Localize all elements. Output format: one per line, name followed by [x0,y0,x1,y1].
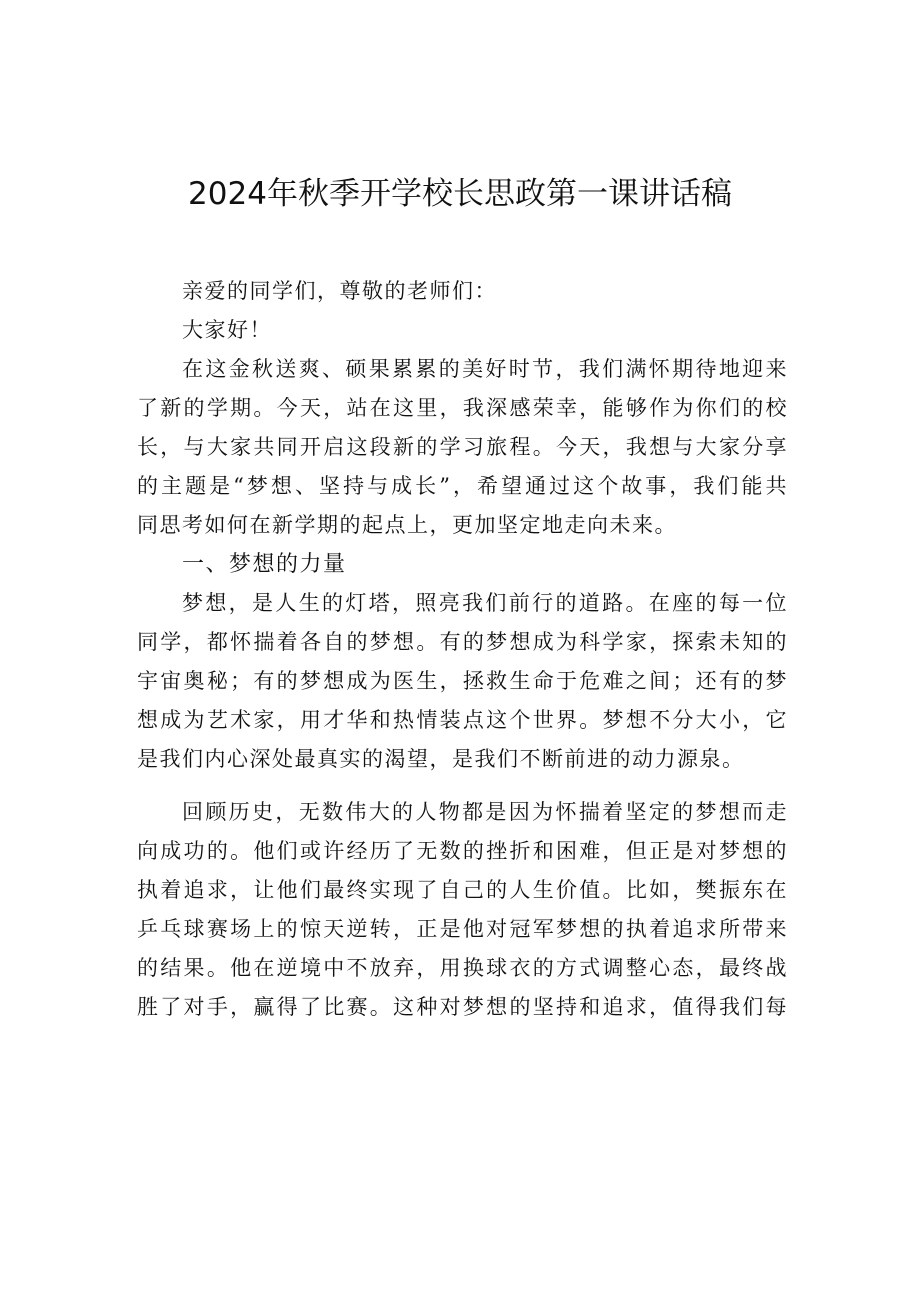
document-title: 2024年秋季开学校长思政第一课讲话稿 [188,176,732,212]
paragraph-line: 的结果。他在逆境中不放弃，用换球衣的方式调整心态，最终战 [137,956,788,980]
paragraph-line: 想成为艺术家，用才华和热情装点这个世界。梦想不分大小，它 [137,708,788,732]
paragraph-line: 是我们内心深处最真实的渴望，是我们不断前进的动力源泉。 [137,747,745,771]
salutation: 亲爱的同学们，尊敬的老师们： [182,279,497,303]
paragraph-line: 向成功的。他们或许经历了无数的挫折和困难，但正是对梦想的 [137,839,788,863]
intro-line: 了新的学期。今天，站在这里，我深感荣幸，能够作为你们的校 [137,396,788,420]
paragraph-line: 执着追求，让他们最终实现了自己的人生价值。比如，樊振东在 [137,878,788,902]
paragraph-line: 宇宙奥秘；有的梦想成为医生，拯救生命于危难之间；还有的梦 [137,669,788,693]
greeting: 大家好！ [182,318,272,342]
paragraph-line: 乒乓球赛场上的惊天逆转，正是他对冠军梦想的执着追求所带来 [137,917,788,941]
paragraph-line: 胜了对手，赢得了比赛。这种对梦想的坚持和追求，值得我们每 [137,995,788,1019]
intro-line: 在这金秋送爽、硕果累累的美好时节，我们满怀期待地迎来 [182,357,788,381]
intro-line: 同思考如何在新学期的起点上，更加坚定地走向未来。 [137,513,677,537]
intro-line: 长，与大家共同开启这段新的学习旅程。今天，我想与大家分享 [137,435,788,459]
paragraph-line: 同学，都怀揣着各自的梦想。有的梦想成为科学家，探索未知的 [137,630,788,654]
section-heading: 一、梦想的力量 [182,552,347,577]
document-body [137,272,788,1027]
intro-line: 的主题是“梦想、坚持与成长”，希望通过这个故事，我们能共 [137,474,788,498]
paragraph-line: 回顾历史，无数伟大的人物都是因为怀揣着坚定的梦想而走 [182,800,788,824]
paragraph-line: 梦想，是人生的灯塔，照亮我们前行的道路。在座的每一位 [182,591,788,615]
